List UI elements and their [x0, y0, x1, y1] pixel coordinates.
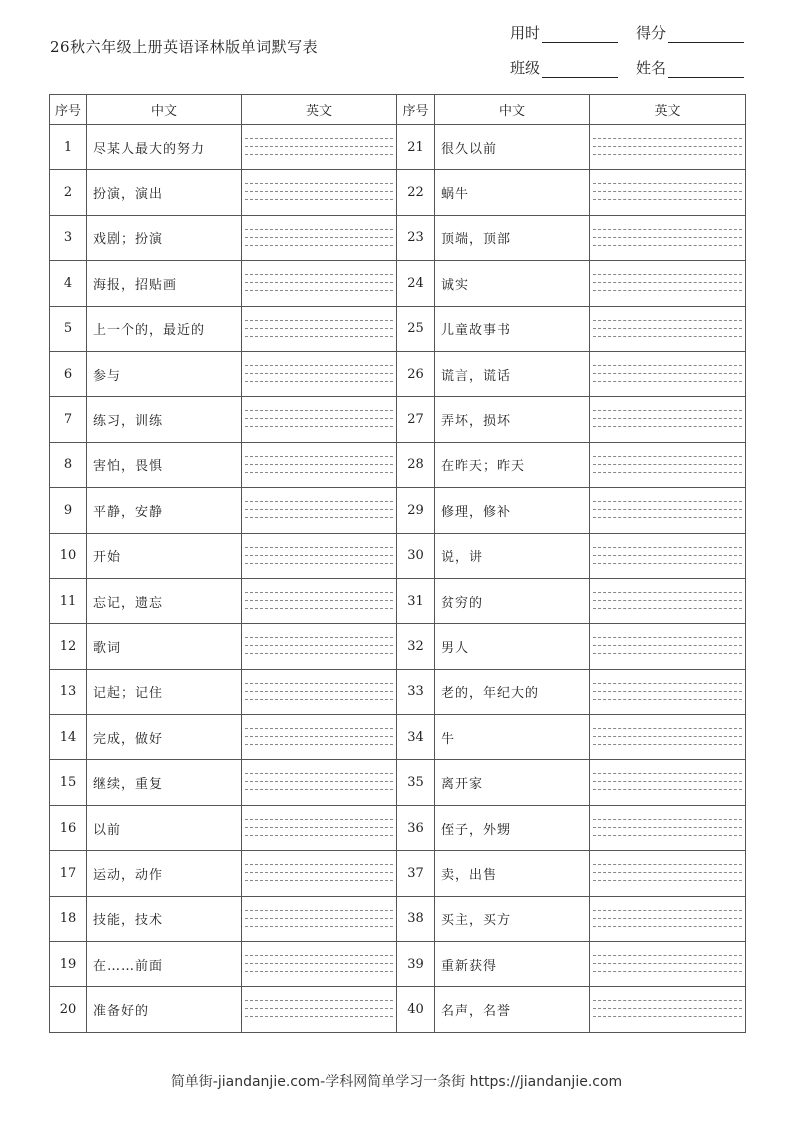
time-field[interactable]: [510, 22, 618, 43]
row-number: 30: [397, 533, 435, 578]
english-answer-field[interactable]: [590, 170, 746, 215]
dashed-writing-line: [593, 547, 742, 548]
row-number: 22: [397, 170, 435, 215]
row-number: 18: [50, 896, 87, 941]
dashed-writing-line: [245, 381, 393, 382]
dashed-writing-line: [593, 274, 742, 275]
dashed-writing-line: [245, 547, 393, 548]
row-number: 25: [397, 306, 435, 351]
dashed-writing-line: [245, 971, 393, 972]
dashed-writing-line: [593, 320, 742, 321]
row-number: 1: [50, 125, 87, 170]
row-number: 27: [397, 397, 435, 442]
chinese-word: 弄坏，损坏: [435, 397, 590, 442]
english-answer-field[interactable]: [242, 578, 397, 623]
english-answer-field[interactable]: [590, 896, 746, 941]
dashed-writing-line: [593, 563, 742, 564]
dashed-writing-line: [593, 418, 742, 419]
dashed-writing-line: [245, 290, 393, 291]
chinese-word: 尽某人最大的努力: [87, 125, 242, 170]
table-row: [50, 533, 746, 578]
header-num-left: 序号: [50, 95, 87, 125]
dashed-writing-line: [593, 827, 742, 828]
header-cn-right: 中文: [435, 95, 590, 125]
row-number: 36: [397, 805, 435, 850]
dashed-writing-line: [245, 229, 393, 230]
table-row: [50, 715, 746, 760]
table-header-row: [50, 95, 746, 125]
row-number: 24: [397, 261, 435, 306]
chinese-word: 很久以前: [435, 125, 590, 170]
dashed-writing-line: [593, 918, 742, 919]
header-num-right: 序号: [397, 95, 435, 125]
dashed-writing-line: [593, 789, 742, 790]
dashed-writing-line: [593, 365, 742, 366]
dashed-writing-line: [245, 781, 393, 782]
time-blank[interactable]: [542, 24, 618, 43]
chinese-word: 记起；记住: [87, 669, 242, 714]
dashed-writing-line: [245, 645, 393, 646]
dashed-writing-line: [593, 910, 742, 911]
dashed-writing-line: [593, 699, 742, 700]
english-answer-field[interactable]: [242, 533, 397, 578]
dashed-writing-line: [593, 781, 742, 782]
chinese-word: 完成，做好: [87, 715, 242, 760]
chinese-word: 运动，动作: [87, 851, 242, 896]
chinese-word: 离开家: [435, 760, 590, 805]
dashed-writing-line: [245, 563, 393, 564]
dashed-writing-line: [245, 691, 393, 692]
dashed-writing-line: [245, 154, 393, 155]
dashed-writing-line: [245, 320, 393, 321]
dashed-writing-line: [593, 191, 742, 192]
dashed-writing-line: [245, 835, 393, 836]
name-label: 姓名: [636, 59, 667, 77]
table-row: [50, 851, 746, 896]
dashed-writing-line: [593, 926, 742, 927]
table-row: [50, 624, 746, 669]
footer-watermark: 简单街-jiandanjie.com-学科网简单学习一条街 https://jiandanjie.com: [170, 1074, 623, 1090]
dashed-writing-line: [593, 728, 742, 729]
english-answer-field[interactable]: [242, 805, 397, 850]
english-answer-field[interactable]: [242, 170, 397, 215]
english-answer-field[interactable]: [590, 261, 746, 306]
chinese-word: 顶端，顶部: [435, 215, 590, 260]
row-number: 29: [397, 488, 435, 533]
chinese-word: 开始: [87, 533, 242, 578]
chinese-word: 海报，招贴画: [87, 261, 242, 306]
english-answer-field[interactable]: [242, 261, 397, 306]
english-answer-field[interactable]: [590, 669, 746, 714]
chinese-word: 忘记，遗忘: [87, 578, 242, 623]
dashed-writing-line: [245, 237, 393, 238]
dashed-writing-line: [593, 237, 742, 238]
row-number: 40: [397, 987, 435, 1032]
dashed-writing-line: [593, 229, 742, 230]
table-row: [50, 760, 746, 805]
chinese-word: 蜗牛: [435, 170, 590, 215]
english-answer-field[interactable]: [242, 442, 397, 487]
dashed-writing-line: [245, 827, 393, 828]
dashed-writing-line: [245, 199, 393, 200]
dashed-writing-line: [593, 328, 742, 329]
dashed-writing-line: [245, 600, 393, 601]
chinese-word: 侄子，外甥: [435, 805, 590, 850]
row-number: 21: [397, 125, 435, 170]
dashed-writing-line: [245, 146, 393, 147]
dashed-writing-line: [593, 245, 742, 246]
class-field[interactable]: [510, 57, 618, 78]
dashed-writing-line: [245, 418, 393, 419]
table-row: [50, 306, 746, 351]
row-number: 39: [397, 942, 435, 987]
row-number: 35: [397, 760, 435, 805]
dashed-writing-line: [245, 555, 393, 556]
chinese-word: 贫穷的: [435, 578, 590, 623]
header-en-right: 英文: [590, 95, 746, 125]
chinese-word: 以前: [87, 805, 242, 850]
dashed-writing-line: [593, 426, 742, 427]
english-answer-field[interactable]: [590, 306, 746, 351]
dashed-writing-line: [245, 274, 393, 275]
dashed-writing-line: [245, 365, 393, 366]
dashed-writing-line: [593, 645, 742, 646]
dashed-writing-line: [593, 963, 742, 964]
chinese-word: 扮演，演出: [87, 170, 242, 215]
dashed-writing-line: [245, 819, 393, 820]
english-answer-field[interactable]: [242, 306, 397, 351]
english-answer-field[interactable]: [590, 624, 746, 669]
dashed-writing-line: [245, 736, 393, 737]
table-row: [50, 125, 746, 170]
table-row: [50, 669, 746, 714]
row-number: 2: [50, 170, 87, 215]
row-number: 37: [397, 851, 435, 896]
dashed-writing-line: [593, 683, 742, 684]
english-answer-field[interactable]: [242, 125, 397, 170]
dashed-writing-line: [245, 789, 393, 790]
english-answer-field[interactable]: [242, 351, 397, 396]
dashed-writing-line: [593, 456, 742, 457]
english-answer-field[interactable]: [590, 942, 746, 987]
dashed-writing-line: [593, 773, 742, 774]
dashed-writing-line: [245, 872, 393, 873]
english-answer-field[interactable]: [590, 851, 746, 896]
english-answer-field[interactable]: [590, 715, 746, 760]
dashed-writing-line: [245, 728, 393, 729]
dashed-writing-line: [245, 637, 393, 638]
dashed-writing-line: [593, 637, 742, 638]
chinese-word: 戏剧；扮演: [87, 215, 242, 260]
chinese-word: 诚实: [435, 261, 590, 306]
chinese-word: 名声，名誉: [435, 987, 590, 1032]
table-row: [50, 578, 746, 623]
dashed-writing-line: [593, 199, 742, 200]
row-number: 20: [50, 987, 87, 1032]
dashed-writing-line: [593, 955, 742, 956]
dashed-writing-line: [593, 691, 742, 692]
page-title: 26秋六年级上册英语译林版单词默写表: [50, 38, 319, 56]
dashed-writing-line: [593, 880, 742, 881]
row-number: 19: [50, 942, 87, 987]
dashed-writing-line: [245, 608, 393, 609]
chinese-word: 害怕，畏惧: [87, 442, 242, 487]
dashed-writing-line: [593, 555, 742, 556]
chinese-word: 上一个的，最近的: [87, 306, 242, 351]
english-answer-field[interactable]: [590, 351, 746, 396]
dashed-writing-line: [593, 290, 742, 291]
english-answer-field[interactable]: [242, 397, 397, 442]
dashed-writing-line: [245, 955, 393, 956]
dashed-writing-line: [245, 336, 393, 337]
dashed-writing-line: [245, 864, 393, 865]
dashed-writing-line: [593, 744, 742, 745]
dashed-writing-line: [593, 971, 742, 972]
dashed-writing-line: [593, 608, 742, 609]
dashed-writing-line: [245, 183, 393, 184]
row-number: 8: [50, 442, 87, 487]
dashed-writing-line: [245, 456, 393, 457]
chinese-word: 继续，重复: [87, 760, 242, 805]
dashed-writing-line: [245, 464, 393, 465]
chinese-word: 练习，训练: [87, 397, 242, 442]
header-en-left: 英文: [242, 95, 397, 125]
dashed-writing-line: [593, 600, 742, 601]
dashed-writing-line: [245, 592, 393, 593]
english-answer-field[interactable]: [242, 215, 397, 260]
english-answer-field[interactable]: [590, 805, 746, 850]
english-answer-field[interactable]: [242, 942, 397, 987]
english-answer-field[interactable]: [590, 397, 746, 442]
dashed-writing-line: [593, 464, 742, 465]
dashed-writing-line: [245, 699, 393, 700]
header-cn-left: 中文: [87, 95, 242, 125]
score-field[interactable]: [636, 22, 744, 43]
dashed-writing-line: [245, 926, 393, 927]
chinese-word: 说，讲: [435, 533, 590, 578]
row-number: 13: [50, 669, 87, 714]
dashed-writing-line: [245, 191, 393, 192]
table-row: [50, 170, 746, 215]
time-label: 用时: [510, 24, 541, 42]
dashed-writing-line: [245, 683, 393, 684]
chinese-word: 男人: [435, 624, 590, 669]
dashed-writing-line: [593, 1008, 742, 1009]
english-answer-field[interactable]: [590, 760, 746, 805]
row-number: 6: [50, 351, 87, 396]
row-number: 16: [50, 805, 87, 850]
english-answer-field[interactable]: [590, 442, 746, 487]
dashed-writing-line: [593, 1000, 742, 1001]
score-blank[interactable]: [668, 24, 744, 43]
row-number: 34: [397, 715, 435, 760]
english-answer-field[interactable]: [590, 215, 746, 260]
dashed-writing-line: [245, 773, 393, 774]
table-row: [50, 987, 746, 1032]
english-answer-field[interactable]: [590, 125, 746, 170]
chinese-word: 买主，买方: [435, 896, 590, 941]
table-row: [50, 261, 746, 306]
dashed-writing-line: [245, 910, 393, 911]
dashed-writing-line: [593, 138, 742, 139]
english-answer-field[interactable]: [242, 488, 397, 533]
row-number: 32: [397, 624, 435, 669]
chinese-word: 歌词: [87, 624, 242, 669]
table-row: [50, 397, 746, 442]
dashed-writing-line: [245, 653, 393, 654]
table-row: [50, 215, 746, 260]
english-answer-field[interactable]: [242, 896, 397, 941]
vocab-table: [49, 94, 746, 1033]
dashed-writing-line: [245, 410, 393, 411]
dashed-writing-line: [245, 328, 393, 329]
dashed-writing-line: [245, 517, 393, 518]
english-answer-field[interactable]: [590, 488, 746, 533]
row-number: 26: [397, 351, 435, 396]
row-number: 12: [50, 624, 87, 669]
dashed-writing-line: [593, 183, 742, 184]
row-number: 23: [397, 215, 435, 260]
dashed-writing-line: [593, 336, 742, 337]
table-row: [50, 488, 746, 533]
table-row: [50, 942, 746, 987]
chinese-word: 重新获得: [435, 942, 590, 987]
dashed-writing-line: [593, 1016, 742, 1017]
dashed-writing-line: [593, 509, 742, 510]
dashed-writing-line: [593, 282, 742, 283]
chinese-word: 老的，年纪大的: [435, 669, 590, 714]
chinese-word: 卖，出售: [435, 851, 590, 896]
chinese-word: 准备好的: [87, 987, 242, 1032]
row-number: 15: [50, 760, 87, 805]
row-number: 4: [50, 261, 87, 306]
row-number: 38: [397, 896, 435, 941]
row-number: 5: [50, 306, 87, 351]
dashed-writing-line: [593, 501, 742, 502]
table-row: [50, 351, 746, 396]
dashed-writing-line: [245, 744, 393, 745]
dashed-writing-line: [245, 1016, 393, 1017]
dashed-writing-line: [593, 592, 742, 593]
dashed-writing-line: [593, 653, 742, 654]
chinese-word: 在昨天；昨天: [435, 442, 590, 487]
chinese-word: 修理，修补: [435, 488, 590, 533]
chinese-word: 儿童故事书: [435, 306, 590, 351]
chinese-word: 在……前面: [87, 942, 242, 987]
english-answer-field[interactable]: [242, 987, 397, 1032]
row-number: 17: [50, 851, 87, 896]
row-number: 10: [50, 533, 87, 578]
dashed-writing-line: [245, 426, 393, 427]
english-answer-field[interactable]: [242, 851, 397, 896]
class-blank[interactable]: [542, 59, 618, 78]
row-number: 31: [397, 578, 435, 623]
english-answer-field[interactable]: [242, 760, 397, 805]
dashed-writing-line: [245, 880, 393, 881]
row-number: 11: [50, 578, 87, 623]
dashed-writing-line: [593, 819, 742, 820]
dashed-writing-line: [593, 410, 742, 411]
row-number: 33: [397, 669, 435, 714]
dashed-writing-line: [245, 501, 393, 502]
dashed-writing-line: [593, 154, 742, 155]
class-label: 班级: [510, 59, 541, 77]
dashed-writing-line: [593, 872, 742, 873]
dashed-writing-line: [245, 1008, 393, 1009]
english-answer-field[interactable]: [242, 669, 397, 714]
chinese-word: 参与: [87, 351, 242, 396]
row-number: 3: [50, 215, 87, 260]
english-answer-field[interactable]: [590, 578, 746, 623]
dashed-writing-line: [593, 864, 742, 865]
name-blank[interactable]: [668, 59, 744, 78]
row-number: 28: [397, 442, 435, 487]
english-answer-field[interactable]: [242, 715, 397, 760]
chinese-word: 谎言，谎话: [435, 351, 590, 396]
score-label: 得分: [636, 24, 667, 42]
dashed-writing-line: [593, 472, 742, 473]
dashed-writing-line: [245, 138, 393, 139]
name-field[interactable]: [636, 57, 744, 78]
dashed-writing-line: [593, 381, 742, 382]
english-answer-field[interactable]: [590, 533, 746, 578]
row-number: 9: [50, 488, 87, 533]
chinese-word: 牛: [435, 715, 590, 760]
table-row: [50, 805, 746, 850]
dashed-writing-line: [245, 373, 393, 374]
dashed-writing-line: [245, 1000, 393, 1001]
row-number: 14: [50, 715, 87, 760]
dashed-writing-line: [245, 282, 393, 283]
dashed-writing-line: [245, 245, 393, 246]
row-number: 7: [50, 397, 87, 442]
dashed-writing-line: [245, 472, 393, 473]
table-row: [50, 896, 746, 941]
dashed-writing-line: [593, 736, 742, 737]
dashed-writing-line: [245, 918, 393, 919]
chinese-word: 平静，安静: [87, 488, 242, 533]
dashed-writing-line: [245, 963, 393, 964]
dashed-writing-line: [245, 509, 393, 510]
table-row: [50, 442, 746, 487]
dashed-writing-line: [593, 835, 742, 836]
dashed-writing-line: [593, 373, 742, 374]
chinese-word: 技能，技术: [87, 896, 242, 941]
dashed-writing-line: [593, 146, 742, 147]
english-answer-field[interactable]: [242, 624, 397, 669]
dashed-writing-line: [593, 517, 742, 518]
english-answer-field[interactable]: [590, 987, 746, 1032]
